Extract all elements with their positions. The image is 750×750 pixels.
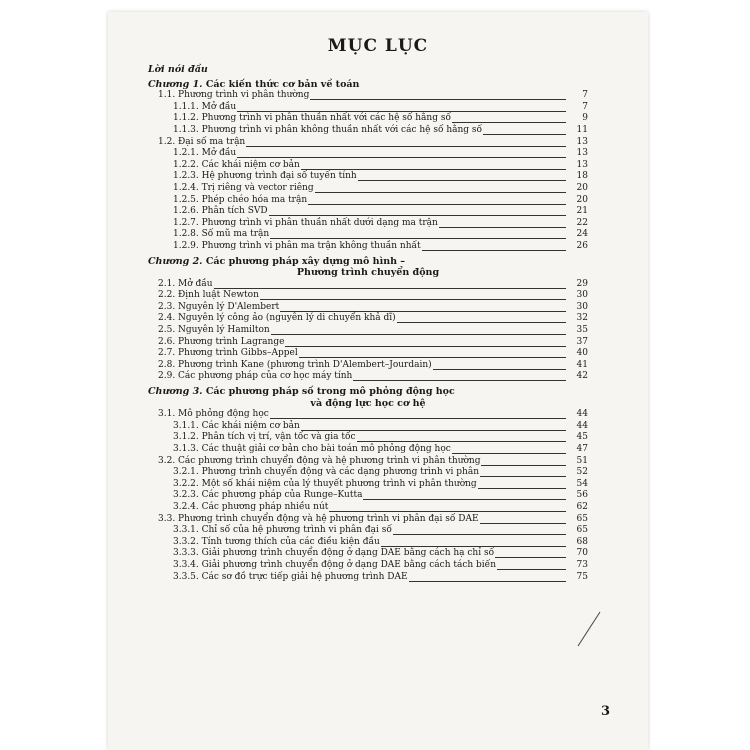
toc-entry-title: 1.2.7. Phương trình vi phân thuần nhất dưới dạng ma trận [173,217,438,228]
toc-entry-page: 52 [576,467,588,478]
toc-entry-page: 22 [576,217,588,228]
preface-label: Lời nói đầu [148,64,208,75]
toc-entry-page: 24 [576,229,588,240]
toc-entry-page: 40 [576,348,588,359]
toc-entry-title: 3.1. Mô phỏng động học [158,409,269,420]
chapter-number: Chương 1. [148,78,203,90]
chapter-title: Các phương pháp xây dựng mô hình – [205,255,406,267]
toc-entry-title: 3.3. Phương trình chuyển động và hệ phương trình vi phân đại số DAE [158,513,479,524]
chapter-number: Chương 2. [148,255,203,267]
toc-entry-title: 3.2.4. Các phương pháp nhiều nút [173,501,329,512]
toc-entry-page: 56 [576,490,588,501]
toc-entry-page: 30 [576,301,588,312]
toc-entry-page: 51 [576,455,588,466]
toc-entry-title: 1.1.3. Phương trình vi phân không thuần nhất với các hệ số hằng số [173,124,483,135]
toc-entry-title: 1.2.2. Các khái niệm cơ bản [173,159,300,170]
toc-entry-page: 42 [576,371,588,382]
toc-entry-page: 75 [576,571,588,582]
toc-entry-title: 3.2. Các phương trình chuyển động và hệ phương trình vi phân thường [158,455,481,466]
toc-entry-title: 2.4. Nguyên lý công ảo (nguyên lý di chuyển khả dĩ) [158,313,396,324]
toc-entry-page: 7 [582,90,588,101]
toc-entry-title: 3.1.3. Các thuật giải cơ bản cho bài toán mô phỏng động học [173,444,451,454]
toc-entry-title: 3.2.1. Phương trình chuyển động và các dạng phương trình vi phân [173,467,480,478]
toc-entry-page: 65 [576,525,588,536]
toc-entry-title: 2.7. Phương trình Gibbs–Appel [158,348,298,359]
toc-entry-page: 13 [576,148,588,159]
toc-entry-title: 3.3.5. Các sơ đồ trực tiếp giải hệ phương trình DAE [173,571,408,582]
pen-mark [108,12,648,750]
toc-entry-page: 7 [582,101,588,112]
toc-entry-page: 41 [576,359,588,370]
toc-entry-page: 73 [576,559,588,570]
toc-entry-page: 44 [576,420,588,431]
toc-entry-title: 1.2.4. Trị riêng và vector riêng [173,182,314,193]
toc-entry-title: 1.1.1. Mở đầu [173,101,237,112]
toc-entry-page: 11 [576,124,588,135]
toc-entry-title: 3.3.2. Tính tương thích của các điều kiện đầu [173,536,380,547]
book-page [108,12,648,750]
toc-entry-title: 1.2.9. Phương trình vi phân ma trận không thuần nhất [173,240,421,251]
toc-entry-page: 29 [576,278,588,289]
chapter-title: Các phương pháp số trong mô phỏng động học [205,386,455,398]
toc-entry-title: 2.6. Phương trình Lagrange [158,336,285,347]
toc-entry-title: 1.2.1. Mở đầu [173,148,237,159]
toc-entry-page: 21 [576,206,588,217]
toc-entry-title: 2.1. Mở đầu [158,278,213,289]
chapter-title-continued: và động lực học cơ hệ [310,397,426,409]
toc-entry-title: 1.2. Đại số ma trận [158,136,246,147]
toc-entry-page: 54 [576,478,588,489]
toc-entry-page: 9 [582,113,588,124]
toc-entry-title: 1.2.3. Hệ phương trình đại số tuyến tính [173,171,357,182]
toc-entry-title: 3.1.2. Phân tích vị trí, vận tốc và gia tốc [173,432,356,443]
toc-entry-title: 3.3.4. Giải phương trình chuyển động ở dạng DAE bằng cách tách biến [173,559,497,570]
toc-entry-page: 65 [576,513,588,524]
toc-entry-page: 47 [576,444,588,454]
toc-entry-title: 3.3.1. Chỉ số của hệ phương trình vi phân đại số [173,525,392,536]
chapter-title-continued: Phương trình chuyển động [296,267,440,279]
chapter-title: Các kiến thức cơ bản về toán [205,78,360,90]
toc-entry-title: 3.1.1. Các khái niệm cơ bản [173,420,300,431]
toc-entry-title: 1.2.6. Phân tích SVD [173,206,268,217]
toc-entry-page: 70 [576,548,588,559]
toc-entry-title: 2.3. Nguyên lý D'Alembert [158,301,280,312]
toc-entry-title: 2.2. Định luật Newton [158,290,259,301]
toc-entry-page: 44 [576,409,588,420]
toc-entry-title: 2.9. Các phương pháp của cơ học máy tính [158,371,353,382]
toc-entry-page: 20 [576,182,588,193]
toc-entry-title: 3.2.2. Một số khái niệm của lý thuyết phương trình vi phân thường [173,478,477,489]
toc-entry-page: 35 [576,325,588,336]
toc-entry-title: 3.3.3. Giải phương trình chuyển động ở dạng DAE bằng cách hạ chỉ số [173,548,495,559]
toc-entry-title: 3.2.3. Các phương pháp của Runge–Kutta [173,490,363,501]
toc-entry-title: 1.1.2. Phương trình vi phân thuần nhất với các hệ số hằng số [173,113,451,124]
toc-entry-page: 26 [576,240,588,251]
page-number: 3 [600,704,610,719]
toc-entry-page: 32 [576,313,588,324]
toc-entry-title: 2.5. Nguyên lý Hamilton [158,325,270,336]
page-title: MỤC LỤC [327,36,429,56]
toc-entry-title: 1.1. Phương trình vi phân thường [158,90,310,101]
chapter-number: Chương 3. [148,386,203,398]
toc-entry-page: 18 [576,171,588,182]
toc-entry-page: 30 [576,290,588,301]
toc-entry-page: 37 [576,336,588,347]
toc-entry-page: 13 [576,159,588,170]
toc-entry-title: 1.2.5. Phép chéo hóa ma trận [173,194,308,205]
toc-entry-page: 68 [576,536,588,547]
toc-entry-page: 13 [576,136,588,147]
toc-entry-title: 2.8. Phương trình Kane (phương trình D'Alembert–Jourdain) [158,359,432,370]
toc-entry-page: 20 [576,194,588,205]
toc-entry-page: 62 [576,501,588,512]
toc-entry-page: 45 [576,432,588,443]
toc-entry-title: 1.2.8. Số mũ ma trận [173,229,270,240]
